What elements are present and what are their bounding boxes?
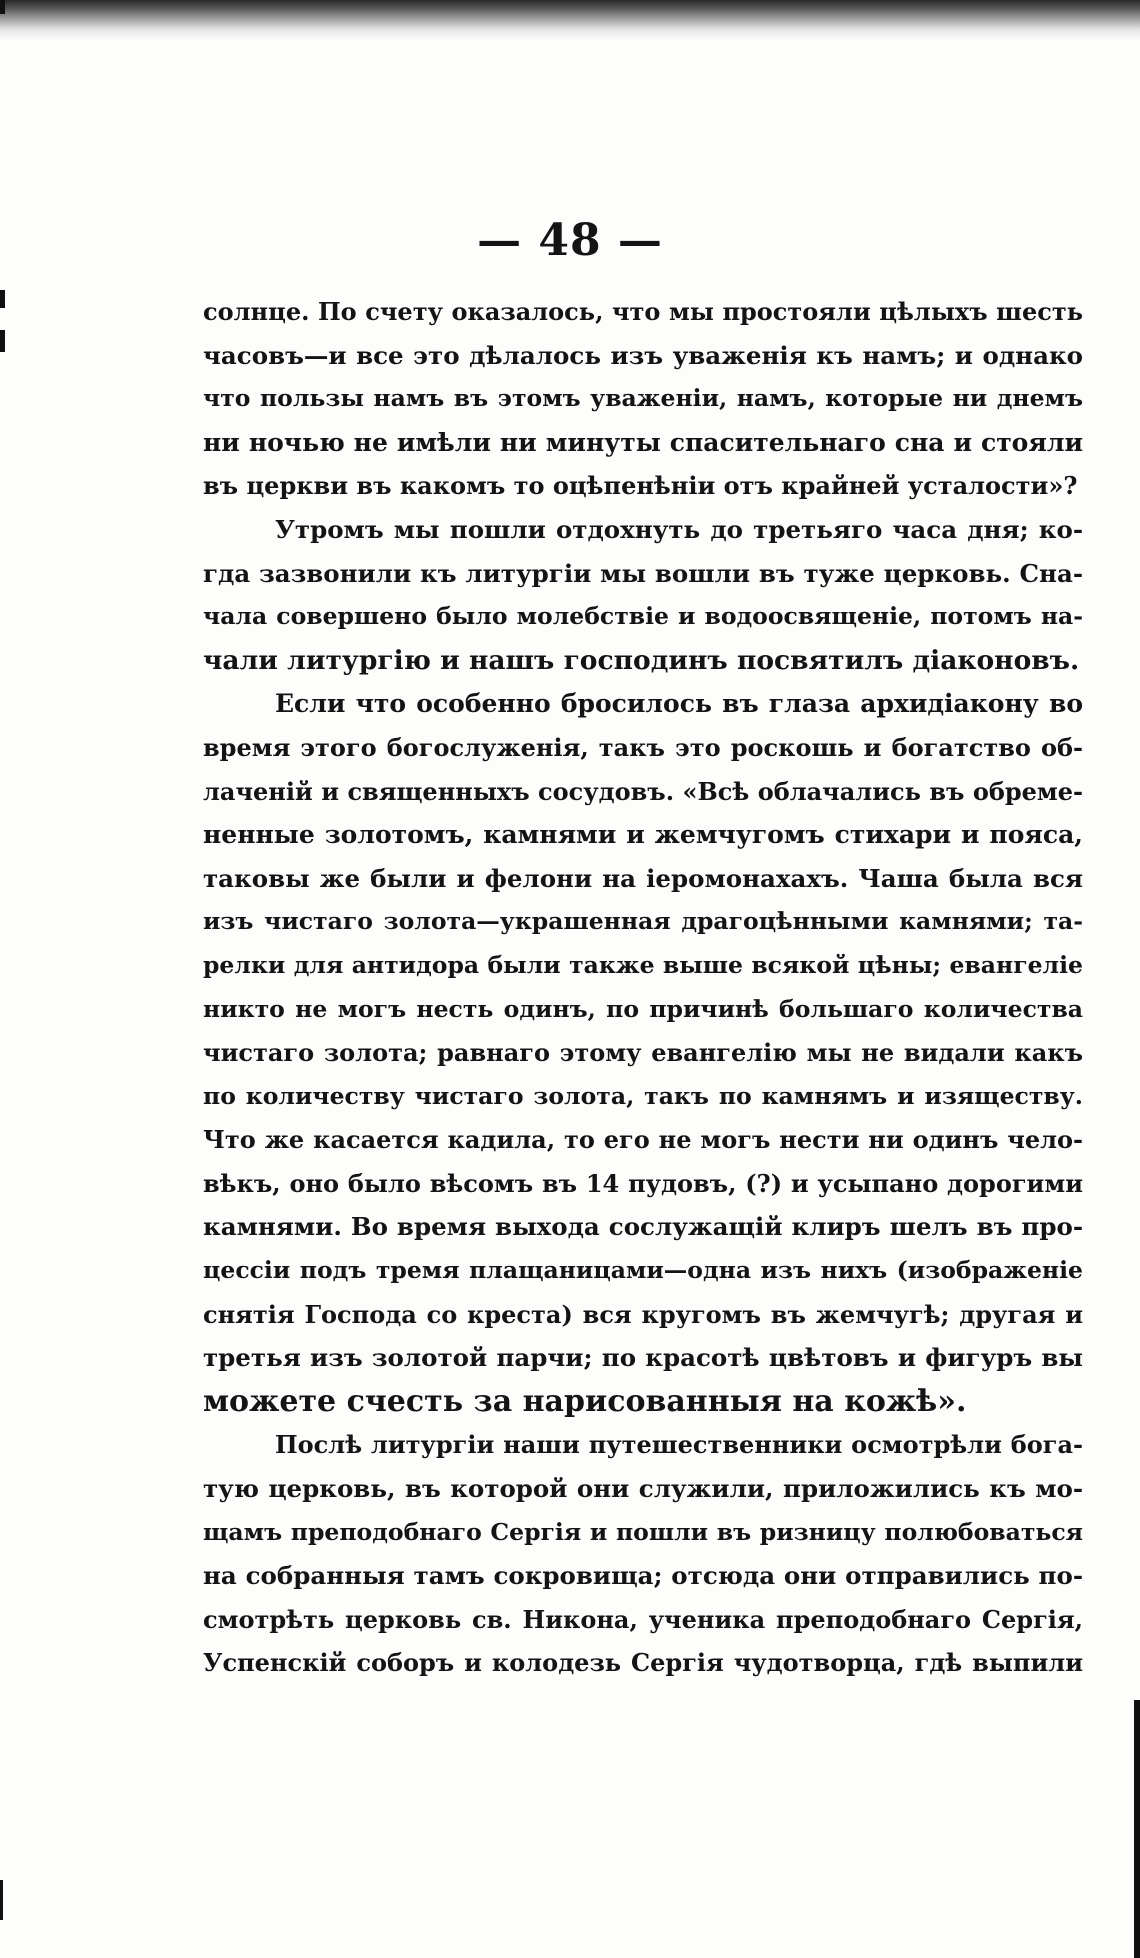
text-line: Утромъ мы пошли отдохнуть до третьяго часа дня; ко- — [275, 514, 1083, 544]
scan-left-mark — [0, 330, 5, 352]
scan-left-mark — [0, 1880, 3, 1920]
text-line: на собранныя тамъ сокровища; отсюда они отправились по- — [203, 1561, 1083, 1591]
text-line: чистаго золота; равнаго этому евангелію мы не видали какъ — [203, 1038, 1083, 1068]
text-line: щамъ преподобнаго Сергія и пошли въ ризницу полюбоваться — [203, 1517, 1083, 1546]
text-line: третья изъ золотой парчи; по красотѣ цвѣтовъ и фигуръ вы — [203, 1343, 1083, 1373]
body-text — [203, 290, 1083, 1685]
scan-left-mark — [0, 290, 5, 308]
text-line: время этого богослуженія, такъ это роскошь и богатство об- — [203, 732, 1083, 762]
text-line: смотрѣть церковь св. Никона, ученика преподобнаго Сергія, — [203, 1604, 1083, 1634]
text-line: что пользы намъ въ этомъ уваженіи, намъ, которые ни днемъ — [203, 384, 1083, 413]
text-line: можете счесть за нарисованныя на кожѣ». — [203, 1383, 967, 1419]
text-line: чали литургію и нашъ господинъ посвятилъ діаконовъ. — [203, 644, 1080, 676]
text-line: въ церкви въ какомъ то оцѣпенѣніи отъ крайней усталости»? — [203, 471, 1078, 501]
text-line: Послѣ литургіи наши путешественники осмотрѣли бога- — [275, 1430, 1083, 1460]
text-line: Успенскій соборъ и колодезь Сергія чудотворца, гдѣ выпили — [203, 1648, 1083, 1678]
text-line: лаченій и священныхъ сосудовъ. «Всѣ облачались въ обреме- — [203, 776, 1083, 806]
text-line: гда зазвонили къ литургіи мы вошли въ туже церковь. Сна- — [203, 558, 1083, 588]
text-line: снятія Господа со креста) вся кругомъ въ жемчугѣ; другая и — [203, 1299, 1083, 1329]
text-line: ненные золотомъ, камнями и жемчугомъ стихари и пояса, — [203, 820, 1083, 850]
page-number: — 48 — — [477, 215, 663, 266]
scan-right-edge — [1134, 1700, 1140, 1958]
text-line: часовъ—и все это дѣлалось изъ уваженія къ намъ; и однако — [203, 340, 1083, 370]
text-line: таковы же были и фелони на іеромонахахъ. Чаша была вся — [203, 863, 1083, 893]
text-line: никто не могъ несть одинъ, по причинѣ большаго количества — [203, 994, 1083, 1023]
scan-left-mark — [0, 0, 5, 14]
text-line: изъ чистаго золота—украшенная драгоцѣнными камнями; та- — [203, 907, 1083, 936]
text-line: цессіи подъ тремя плащаницами—одна изъ нихъ (изображеніе — [203, 1256, 1083, 1285]
text-line: по количеству чистаго золота, такъ по камнямъ и изяществу. — [203, 1081, 1083, 1110]
text-line: солнце. По счету оказалось, что мы простояли цѣлыхъ шесть — [203, 297, 1083, 326]
text-line: камнями. Во время выхода сослужащій клиръ шелъ въ про- — [203, 1212, 1083, 1242]
text-line: чала совершено было молебствіе и водоосвященіе, потомъ на- — [203, 602, 1083, 631]
text-line: релки для антидора были также выше всякой цѣны; евангеліе — [203, 950, 1083, 979]
text-line: ни ночью не имѣли ни минуты спасительнаго сна и стояли — [203, 427, 1083, 457]
text-line: тую церковь, въ которой они служили, приложились къ мо- — [203, 1474, 1083, 1504]
text-line: Если что особенно бросилось въ глаза архидіакону во — [275, 689, 1083, 719]
text-line: Что же касается кадила, то его не могъ нести ни одинъ чело- — [203, 1125, 1083, 1155]
scan-top-edge — [0, 0, 1140, 40]
text-line: вѣкъ, оно было вѣсомъ въ 14 пудовъ, (?) и усыпано дорогими — [203, 1168, 1083, 1198]
